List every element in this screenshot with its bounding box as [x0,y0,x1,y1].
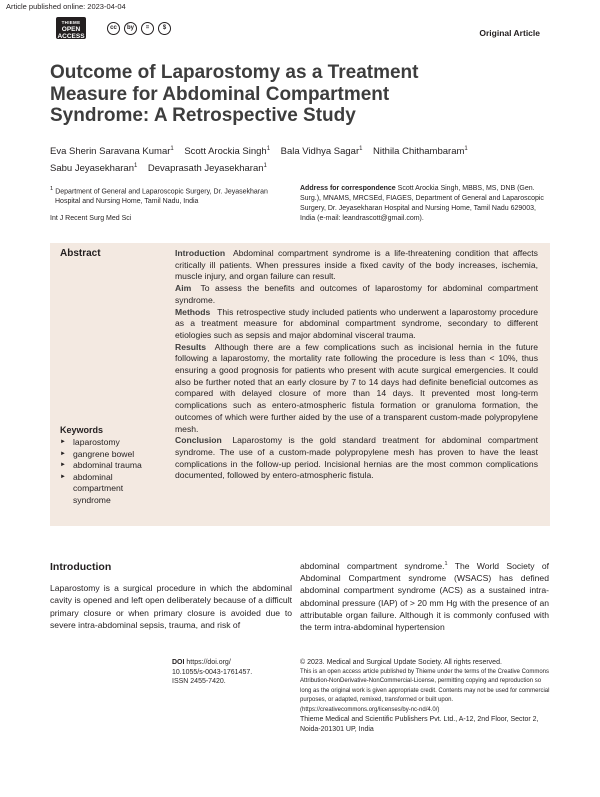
doi-link[interactable]: https://doi.org/ [186,659,231,666]
no-derivatives-icon: = [141,22,154,35]
citation-sup: 1 [444,561,448,567]
abstract-label: Methods [175,306,211,317]
abstract-section-conclusion [175,435,538,482]
affiliation-number: 1 [50,186,54,192]
title-line: Syndrome: A Retrospective Study [50,105,356,126]
logo-open-text: OPEN [61,26,81,33]
logo-access-text: ACCESS [57,33,85,40]
journal-name: Int J Recent Surg Med Sci [50,215,132,222]
keyword-item: ► abdominal compartment syndrome [60,472,160,507]
author-name: Devaprasath Jeyasekharan [147,163,264,175]
correspondence-label: Address for correspondence [300,185,396,192]
author-name: Nithila Chithambaram [373,146,465,158]
copyright-block [300,658,550,734]
introduction-left-column: Laparostomy is a surgical procedure in which the abdominal cavity is opened and left open deliberately because of a difficult primary closure or when primary closure is avoided due to severe intra-abdominal sepsis, trauma, and risk of [50,583,292,630]
article-title [50,62,470,127]
logo-thieme-text: THIEME [61,20,81,25]
author-affil-sup: 1 [133,163,138,170]
doi-line: 10.1055/s-0043-1761457. [172,668,253,676]
thieme-open-access-logo [56,17,86,39]
abstract-body [175,248,538,482]
copyright-line: © 2023. Medical and Surgical Update Society. All rights reserved. [300,659,502,666]
doi-block [172,658,252,687]
publisher-text: Thieme Medical and Scientific Publishers Pvt. Ltd., A-12, 2nd Floor, Sector 2, Noida-201301 UP, India [300,716,539,733]
abstract-text: To assess the benefits and outcomes of laparostomy for abdominal compartment syndrome. [175,283,538,305]
keywords-heading: Keywords [60,425,104,435]
issn-line: ISSN 2455-7420. [172,678,226,685]
abstract-heading: Abstract [60,248,101,259]
abstract-section-results [175,342,538,436]
keyword-item: ► gangrene bowel [60,449,160,461]
by-icon: by [124,22,137,35]
abstract-section-aim [175,283,538,306]
abstract-label: Introduction [175,248,226,258]
author-affil-sup: 1 [263,163,267,170]
article-type: Original Article [479,28,540,38]
author-affil-sup: 1 [266,146,271,152]
cc-icon: cc [107,22,120,35]
author-name: Eva Sherin Saravana Kumar [50,146,171,158]
author-affil-sup: 1 [464,146,468,152]
abstract-label: Results [175,341,207,352]
affiliation-line: Department of General and Laparoscopic Surgery, Dr. Jeyasekharan [55,188,268,196]
intro-text: The World Society of Abdominal Compartment syndrome (WSACS) has defined abdominal compartment syndrome (ACS) as a sustained intra-abdominal pressure (IAP) of > 20 mm Hg with the presence of an attributable organ failure. Although it is commonly confused with the term intra-abdominal hypertension [300,560,549,633]
intro-text: abdominal compartment syndrome. [300,560,445,571]
author-list [50,142,550,176]
author-affil-sup: 1 [359,146,363,152]
abstract-section-introduction [175,248,538,283]
abstract-section-methods [175,307,538,342]
non-commercial-icon: $ [158,22,171,35]
abstract-text: This retrospective study included patients who underwent a laparostomy procedure as a treatment measure for abdominal compartment syndrome, secondary to different etiologies such as sepsis and major abdominal visceral trauma. [175,306,538,340]
license-icons [107,22,171,35]
abstract-text: Although there are a few complications such as incisional hernia in the future following a laparostomy, the mortality rate following the procedure is less than < 10%, thus ensuring a good prognosis for patients who present with acute surgical emergencies. It could also be further noted that an early closure by 7 to 14 days had definite beneficial outcomes as compared with delayed closure of more than 14 days. It prevented most long-term complications such as entero-atmospheric fistula formation or granuloma formation, the outcomes of which were further aided by the use of a transparent custom-made polypropylene mesh. [175,341,538,434]
keyword-item: ► abdominal trauma [60,460,160,472]
abstract-label: Aim [175,283,192,294]
license-text: This is an open access article published by Thieme under the terms of the Creative Commons Attribution-NonDerivative-NonCommercial-License, permitting copying and reproduction so long as the original work is given appropriate credit. Contents may not be used for commercial purposes, or adapted, remixed, transformed or built upon. (https://creativecommons.org/licenses/by-nc-nd/4.0/) [300,668,550,713]
abstract-text: Laparostomy is the gold standard treatment for abdominal compartment syndrome. The use of a custom-made polypropylene mesh has proven to have the least complications in the follow-up period. Incisional hernias are the most common complications documented, followed by entero-atmospheric fistula. [175,435,538,481]
abstract-label: Conclusion [175,435,222,446]
correspondence-text: Scott Arockia Singh, MBBS, MS, DNB (Gen. Surg.), MNAMS, MRCSEd, FIAGES, Department of General and Laparoscopic Surgery, Dr. Jeyasekharan Hospital and Nursing Home, Tamil Nadu 629003, India (e-mail: leandrascott@gmail.com). [300,185,544,222]
keyword-item: ► laparostomy [60,437,160,449]
keywords-list [60,437,160,507]
affiliation-line: Hospital and Nursing Home, Tamil Nadu, India [55,198,199,206]
introduction-heading: Introduction [50,561,112,573]
doi-label: DOI [172,659,185,666]
abstract-text: Abdominal compartment syndrome is a life-threatening condition that affects critically ill patients. When pressures inside a fixed cavity of the body increases, ischemia, muscle injury, and organ failure can result. [175,248,538,282]
author-name: Scott Arockia Singh [184,146,267,158]
introduction-right-column [300,558,549,634]
author-name: Sabu Jeyasekharan [50,163,134,175]
affiliation [50,184,290,207]
published-date: Article published online: 2023-04-04 [6,2,126,11]
title-line: Measure for Abdominal Compartment [50,83,390,105]
title-line: Outcome of Laparostomy as a Treatment [50,62,419,83]
correspondence [300,184,550,224]
author-name: Bala Vidhya Sagar [280,146,360,158]
author-affil-sup: 1 [170,146,174,152]
